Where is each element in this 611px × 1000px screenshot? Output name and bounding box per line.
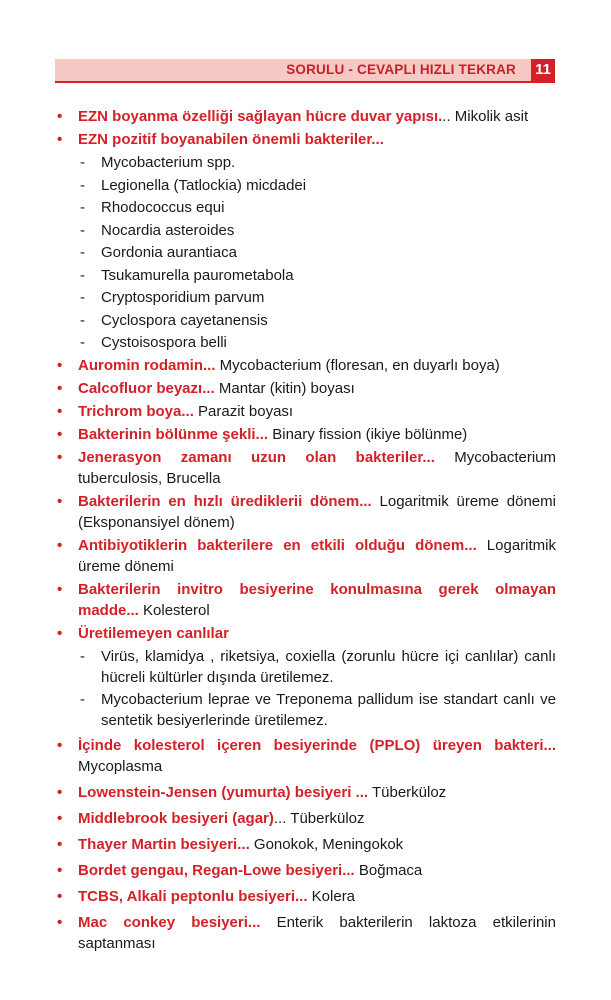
dash-icon: - [80, 647, 85, 665]
bullet-icon: • [57, 536, 63, 554]
bullet-icon: • [57, 356, 63, 374]
page-number: 11 [531, 59, 555, 81]
list-item [57, 808, 556, 829]
sublist-text: Virüs, klamidya , riketsiya, coxiella (zorunlu hücre içi canlılar) canlı hücreli kültürler dışında üretilemez. [101, 647, 556, 686]
item-term: Jenerasyon zamanı uzun olan bakteriler... [78, 448, 435, 466]
list-item [57, 735, 556, 777]
item-desc: Mycobacterium (floresan, en duyarlı boya) [215, 356, 500, 374]
item-term: Mac conkey besiyeri... [78, 914, 261, 931]
list-item [57, 860, 556, 881]
bullet-icon: • [57, 888, 63, 905]
header-rule [55, 81, 555, 83]
sublist-item [78, 265, 556, 286]
dash-icon: - [80, 691, 85, 708]
sublist-item [78, 220, 556, 241]
bullet-icon: • [57, 379, 63, 397]
sublist-item [78, 689, 556, 731]
bullet-icon: • [57, 402, 63, 420]
list-item [57, 886, 556, 907]
item-term: Bakterilerin invitro besiyerine konulmasına gerek olmayan madde... [78, 580, 556, 619]
bullet-icon: • [57, 131, 63, 148]
bullet-icon: • [57, 108, 63, 125]
dash-icon: - [80, 154, 85, 171]
sublist-item [78, 332, 556, 353]
sublist-text: Cyclospora cayetanensis [101, 311, 268, 329]
bullet-icon: • [57, 836, 63, 853]
item-desc: Logaritmik üreme dönemi [78, 536, 556, 575]
sublist-item [78, 152, 556, 173]
sublist-text: Cystoisospora belli [101, 334, 227, 351]
dash-icon: - [80, 334, 85, 351]
item-term: EZN pozitif boyanabilen önemli bakteriler... [78, 131, 384, 148]
item-desc: Mantar (kitin) boyası [214, 379, 355, 397]
list-item [57, 623, 556, 644]
bullet-icon: • [57, 862, 63, 879]
list-item [57, 447, 556, 489]
sublist-text: Mycobacterium spp. [101, 154, 236, 171]
item-term: Antibiyotiklerin bakterilere en etkili olduğu dönem... [78, 536, 477, 554]
item-desc: Tüberküloz [368, 784, 447, 801]
bullet-icon: • [57, 425, 63, 443]
item-desc: Kolera [307, 888, 356, 905]
item-term: EZN boyanma özelliği sağlayan hücre duvar yapısı. [78, 108, 443, 125]
dash-icon: - [80, 221, 85, 239]
list-item [57, 782, 556, 803]
item-term: Auromin rodamin... [78, 356, 216, 374]
item-term: TCBS, Alkali peptonlu besiyeri... [78, 888, 308, 905]
item-term: Thayer Martin besiyeri... [78, 836, 250, 853]
list-item [57, 106, 556, 127]
bullet-icon: • [57, 737, 63, 754]
item-term: Calcofluor beyazı... [78, 379, 215, 397]
sublist-item [78, 197, 556, 218]
item-desc: ... Tüberküloz [273, 810, 365, 827]
dash-icon: - [80, 266, 85, 284]
bullet-icon: • [57, 492, 63, 510]
sublist-item [78, 175, 556, 196]
item-term: Bakterinin bölünme şekli... [78, 425, 269, 443]
ezn-bacteria-sublist [78, 152, 556, 353]
bullet-icon: • [57, 784, 63, 801]
item-term: Üretilemeyen canlılar [78, 624, 229, 642]
sublist-text: Gordonia aurantiaca [101, 244, 237, 261]
item-desc: Mycobacterium tuberculosis, Brucella [78, 448, 556, 487]
dash-icon: - [80, 199, 85, 216]
item-term: Lowenstein-Jensen (yumurta) besiyeri ... [78, 784, 369, 801]
uncultivable-sublist [78, 646, 556, 732]
item-desc: Enterik bakterilerin laktoza etkilerinin saptanması [78, 914, 556, 952]
list-item [57, 535, 556, 577]
list-item [57, 912, 556, 954]
item-desc: Logaritmik üreme dönemi (Eksponansiyel dönem) [78, 492, 556, 531]
sublist-item [78, 287, 556, 308]
dash-icon: - [80, 244, 85, 261]
list-item [57, 401, 556, 422]
sublist-text: Legionella (Tatlockia) micdadei [101, 176, 307, 194]
item-term: Bordet gengau, Regan-Lowe besiyeri... [78, 862, 355, 879]
sublist-text: Cryptosporidium parvum [101, 289, 265, 306]
sublist-item [78, 242, 556, 263]
dash-icon: - [80, 311, 85, 329]
list-item [57, 491, 556, 533]
sublist-item [78, 646, 556, 688]
item-term: İçinde kolesterol içeren besiyerinde (PPLO) üreyen bakteri... [78, 737, 556, 754]
list-item [57, 834, 556, 855]
dash-icon: - [80, 176, 85, 194]
item-desc: Binary fission (ikiye bölünme) [268, 425, 468, 443]
item-term: Middlebrook besiyeri (agar) [78, 810, 274, 827]
list-item [57, 355, 556, 376]
sublist-item [78, 310, 556, 331]
item-desc: Gonokok, Meningokok [249, 836, 404, 853]
sublist-text: Nocardia asteroides [101, 221, 235, 239]
list-item [57, 579, 556, 621]
item-desc: Mycoplasma [78, 758, 163, 775]
list-item [57, 424, 556, 445]
dash-icon: - [80, 289, 85, 306]
sublist-text: Tsukamurella paurometabola [101, 266, 294, 284]
bullet-icon: • [57, 914, 63, 931]
item-term: Bakterilerin en hızlı ürediklerii dönem... [78, 492, 372, 510]
item-desc: Kolesterol [138, 601, 210, 619]
sublist-text: Rhodococcus equi [101, 199, 225, 216]
bullet-icon: • [57, 624, 63, 642]
list-item [57, 378, 556, 399]
bullet-icon: • [57, 810, 63, 827]
bullet-icon: • [57, 580, 63, 598]
list-item [57, 129, 556, 150]
bullet-icon: • [57, 448, 63, 466]
running-header [55, 59, 555, 81]
item-desc: Boğmaca [354, 862, 423, 879]
item-term: Trichrom boya... [78, 402, 194, 420]
header-title: SORULU - CEVAPLI HIZLI TEKRAR [286, 62, 516, 77]
item-desc: .. Mikolik asit [442, 108, 529, 125]
bullet-list [57, 106, 556, 956]
item-desc: Parazit boyası [193, 402, 294, 420]
sublist-text: Mycobacterium leprae ve Treponema pallidum ise standart canlı ve sentetik besiyerlerinde üretilemez. [101, 691, 556, 729]
